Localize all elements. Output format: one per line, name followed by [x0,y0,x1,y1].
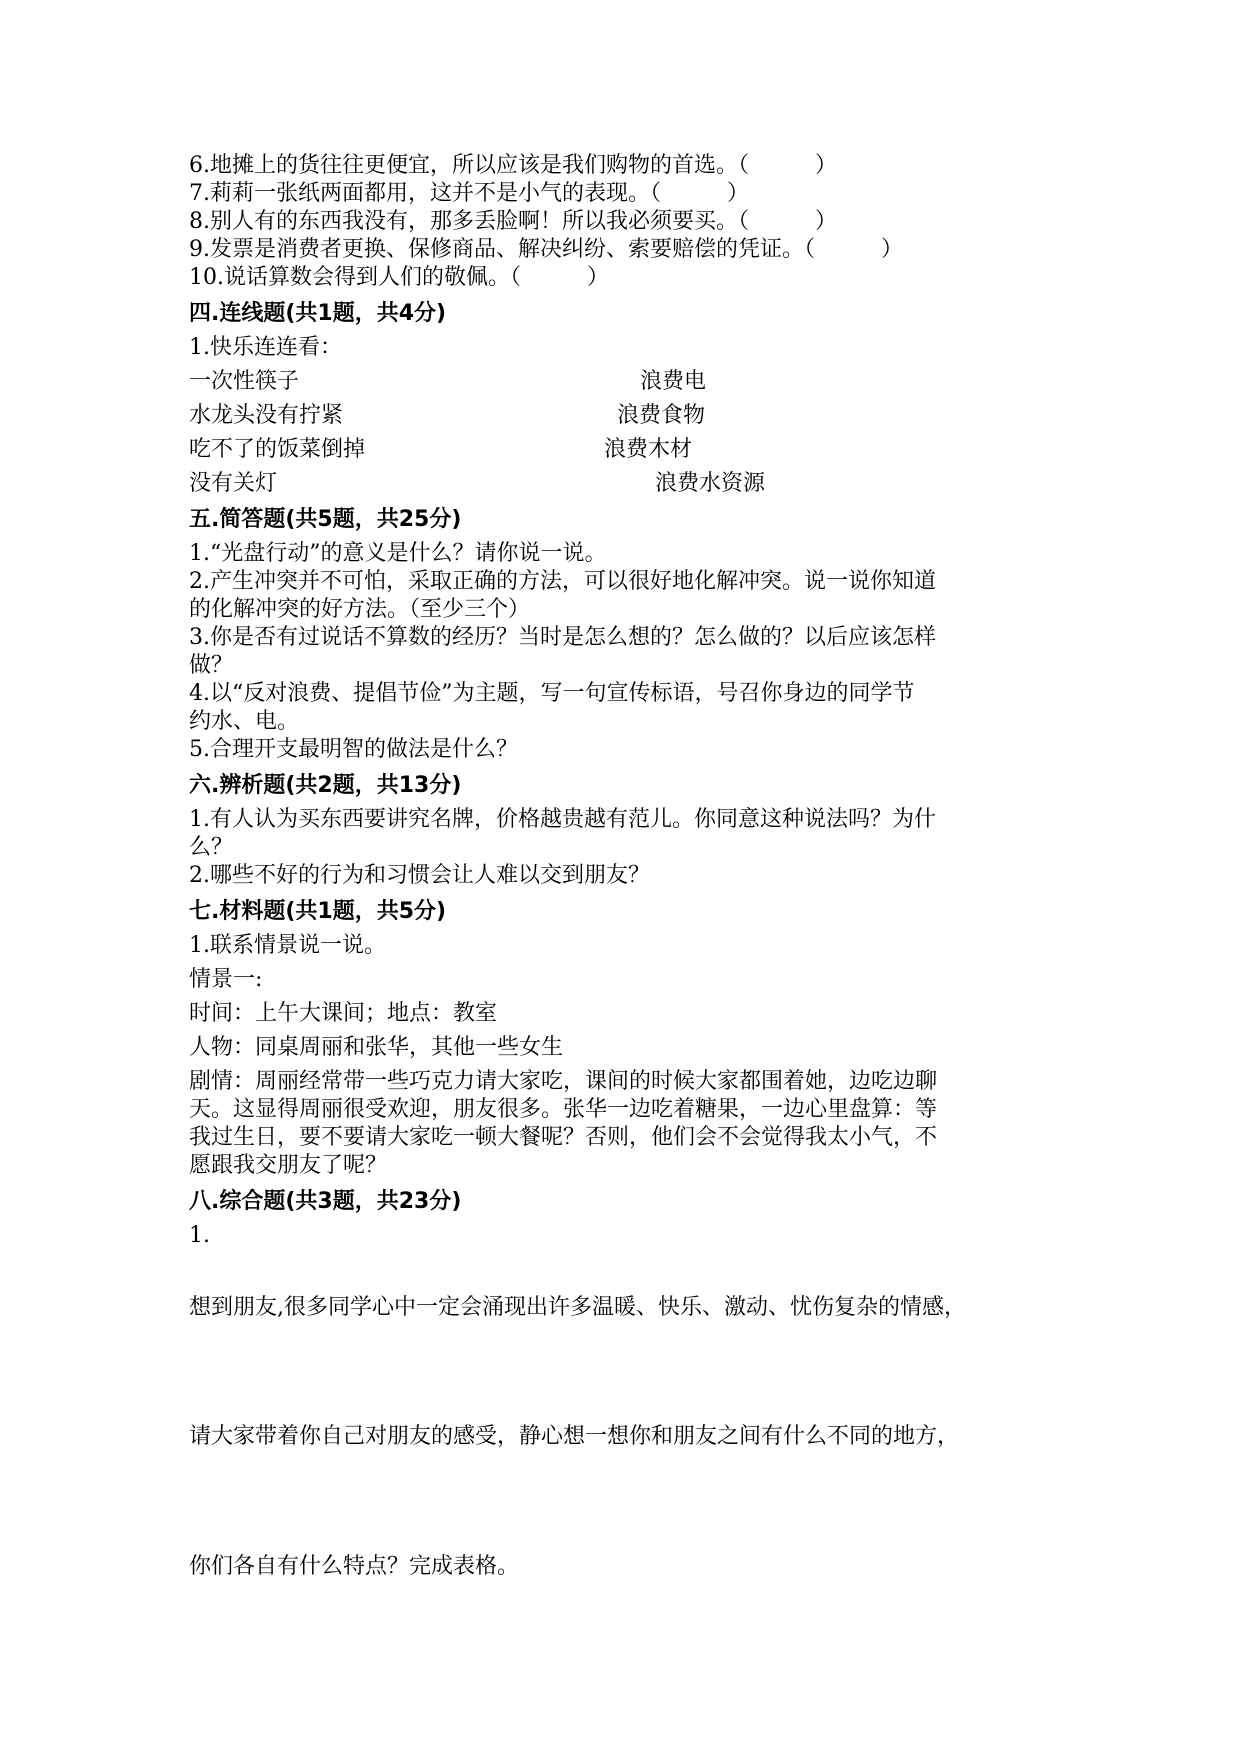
short-answer-line: 4.以“反对浪费、提倡节俭”为主题，写一句宣传标语，号召你身边的同学节 [189,681,915,706]
matching-right-item: 浪费食物 [617,403,706,428]
judge-item-10: 10.说话算数会得到人们的敬佩。（ ） [189,265,609,290]
judge-item-6: 6.地摊上的货往往更便宜，所以应该是我们购物的首选。（ ） [189,153,837,178]
section-heading-matching: 四.连线题(共1题，共4分) [189,301,447,326]
material-line: 剧情：周丽经常带一些巧克力请大家吃，课间的时候大家都围着她，边吃边聊 [189,1069,938,1094]
matching-right-item: 浪费木材 [604,437,693,462]
matching-right-item: 浪费水资源 [655,471,766,496]
short-answer-line: 3.你是否有过说话不算数的经历？当时是怎么想的？怎么做的？以后应该怎样 [189,625,936,650]
short-answer-line: 1.“光盘行动”的意义是什么？请你说一说。 [189,541,607,566]
comprehensive-line: 想到朋友,很多同学心中一定会涌现出许多温暖、快乐、激动、忧伤复杂的情感， [189,1295,966,1320]
material-line: 1.联系情景说一说。 [189,933,386,958]
section-heading-short-answer: 五.简答题(共5题，共25分) [189,507,462,532]
matching-intro: 1.快乐连连看： [189,335,342,360]
comprehensive-number: 1. [189,1223,210,1248]
analysis-line: 么？ [189,835,234,860]
matching-left-item: 一次性筷子 [189,369,300,394]
analysis-line: 1.有人认为买东西要讲究名牌，价格越贵越有范儿。你同意这种说法吗？为什 [189,807,936,832]
judge-item-8: 8.别人有的东西我没有，那多丢脸啊！所以我必须要买。（ ） [189,209,837,234]
material-line: 我过生日，要不要请大家吃一顿大餐呢？否则，他们会不会觉得我太小气，不 [189,1125,938,1150]
material-line: 天。这显得周丽很受欢迎，朋友很多。张华一边吃着糖果，一边心里盘算：等 [189,1097,938,1122]
material-line: 情景一: [189,967,263,992]
material-line: 时间：上午大课间；地点：教室 [189,1001,498,1026]
short-answer-line: 做？ [189,653,234,678]
short-answer-line: 的化解冲突的好方法。（至少三个） [189,597,531,622]
short-answer-line: 5.合理开支最明智的做法是什么？ [189,737,518,762]
judge-item-9: 9.发票是消费者更换、保修商品、解决纠纷、索要赔偿的凭证。（ ） [189,237,903,262]
matching-right-item: 浪费电 [640,369,707,394]
matching-left-item: 吃不了的饭菜倒掉 [189,437,366,462]
section-heading-comprehensive: 八.综合题(共3题，共23分) [189,1189,462,1214]
short-answer-line: 2.产生冲突并不可怕，采取正确的方法，可以很好地化解冲突。说一说你知道 [189,569,936,594]
section-heading-analysis: 六.辨析题(共2题，共13分) [189,773,462,798]
short-answer-line: 约水、电。 [189,709,300,734]
comprehensive-line: 请大家带着你自己对朋友的感受，静心想一想你和朋友之间有什么不同的地方， [189,1424,960,1449]
matching-left-item: 水龙头没有拧紧 [189,403,344,428]
material-line: 愿跟我交朋友了呢？ [189,1153,388,1178]
analysis-line: 2.哪些不好的行为和习惯会让人难以交到朋友？ [189,863,650,888]
comprehensive-line: 你们各自有什么特点？完成表格。 [189,1554,520,1579]
matching-left-item: 没有关灯 [189,471,278,496]
material-line: 人物：同桌周丽和张华，其他一些女生 [189,1035,564,1060]
judge-item-7: 7.莉莉一张纸两面都用，这并不是小气的表现。（ ） [189,181,749,206]
section-heading-material: 七.材料题(共1题，共5分) [189,899,447,924]
